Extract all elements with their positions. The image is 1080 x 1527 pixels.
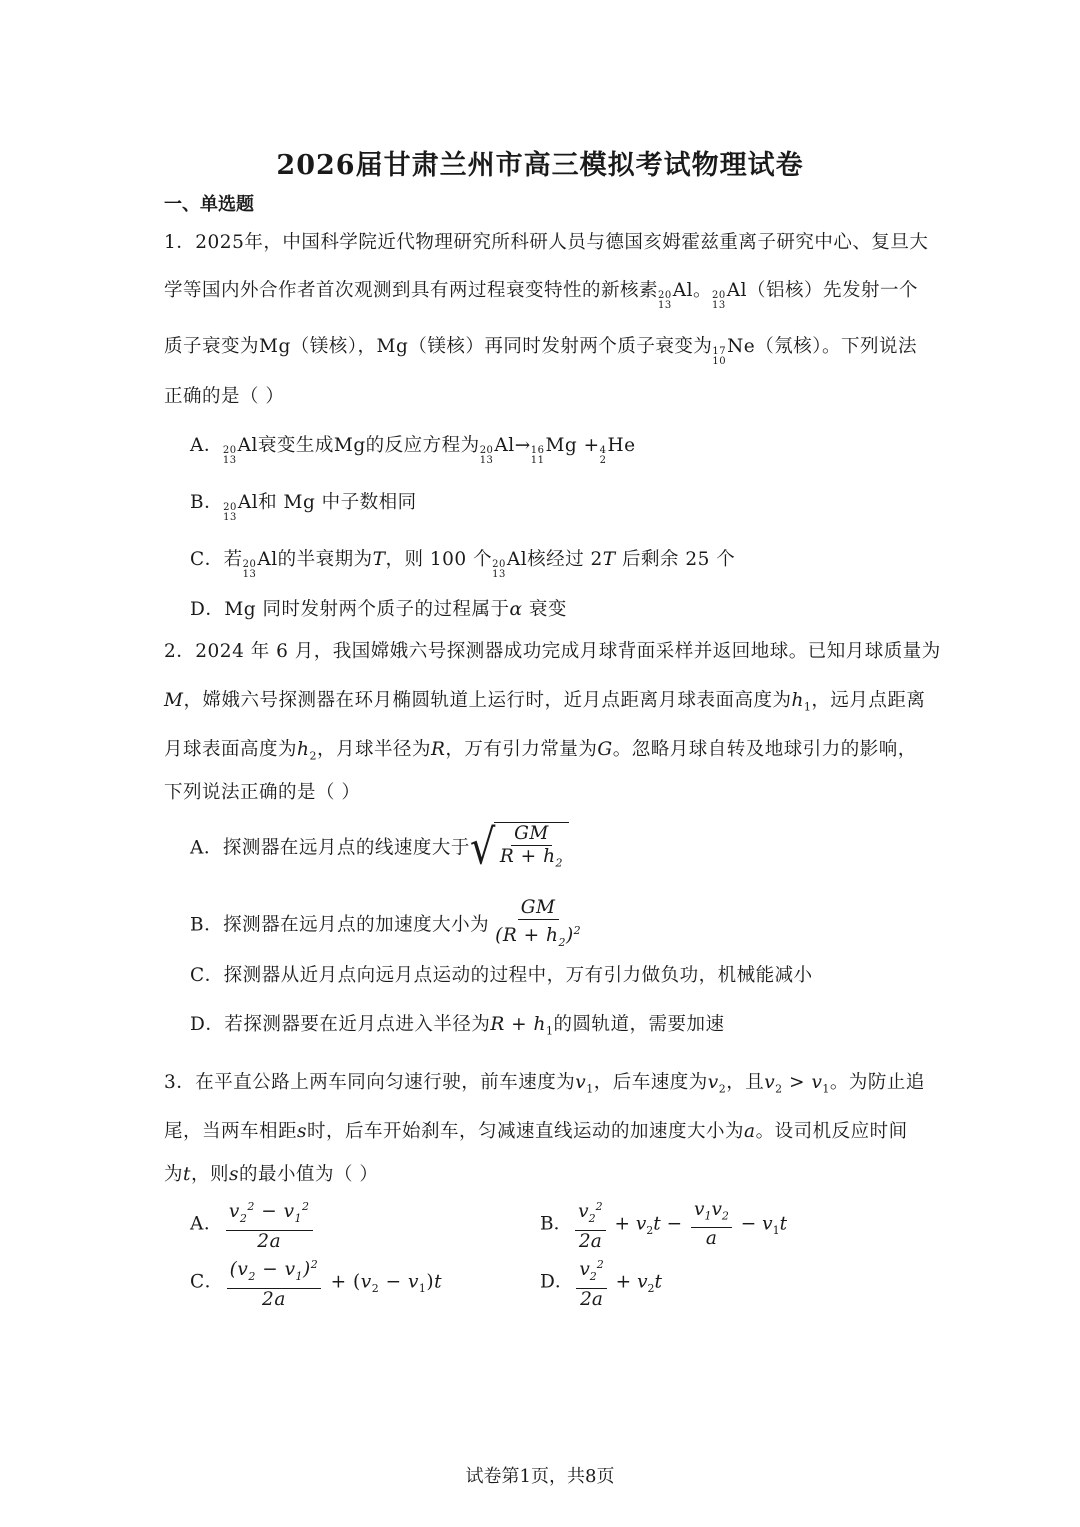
q1-line-2: 学等国内外合作者首次观测到具有两过程衰变特性的新核素 20 13 Al。 20 13 Al（铝核）先发射一个 xyxy=(164,280,919,311)
q3-line-3: 为t，则s的最小值为（ ） xyxy=(164,1164,379,1185)
q2-line-1: 2．2024 年 6 月，我国嫦娥六号探测器成功完成月球背面采样并返回地球。已知月球质量为 xyxy=(164,641,941,662)
q2-line-4: 下列说法正确的是（ ） xyxy=(164,782,361,803)
q1-option-a[interactable]: A． 20 13 Al衰变生成Mg的反应方程为 20 13 Al→ 16 11 Mg + 4 2 He xyxy=(190,435,636,466)
q1-line-4: 正确的是（ ） xyxy=(164,386,285,407)
q2-option-c[interactable]: C．探测器从近月点向远月点运动的过程中，万有引力做负功，机械能减小 xyxy=(190,965,813,986)
section-heading: 一、单选题 xyxy=(164,194,254,215)
q1-line-3: 质子衰变为Mg（镁核），Mg（镁核）再同时发射两个质子衰变为 17 10 Ne（氖核）。下列说法 xyxy=(164,336,917,367)
q1-option-d[interactable]: D．Mg 同时发射两个质子的过程属于α 衰变 xyxy=(190,599,567,620)
sqrt-expression: √ $\frac{GM}{R + h_2}$ xyxy=(470,822,569,875)
q3-line-2: 尾，当两车相距s时，后车开始刹车，匀减速直线运动的加速度大小为a。设司机反应时间 xyxy=(164,1121,908,1142)
q1-option-c[interactable]: C．若 20 13 Al的半衰期为T，则 100 个 20 13 Al核经过 2T 后剩余 25 个 xyxy=(190,549,736,580)
page-title: 2026届甘肃兰州市高三模拟考试物理试卷 xyxy=(276,150,804,181)
q3-line-1: 3．在平直公路上两车同向匀速行驶，前车速度为$v_1$，后车速度为$v_2$，且$v_2 > v_1$。为防止追 xyxy=(164,1072,925,1096)
q2-option-a[interactable]: A．探测器在远月点的线速度大于 √ $\frac{GM}{R + h_2}$ xyxy=(190,822,569,875)
nuclide-al: 20 13 xyxy=(658,290,672,311)
q3-option-c[interactable]: C． $\frac{(v_2 - v_1)^2}{2a}$ + $(v_2 - v_1)t$ xyxy=(190,1254,442,1311)
q2-line-2: M，嫦娥六号探测器在环月椭圆轨道上运行时，近月点距离月球表面高度为$h_1$，远月点距离 xyxy=(164,690,926,714)
q3-option-a[interactable]: A． $\frac{v_2^2 - v_1^2}{2a}$ xyxy=(190,1196,316,1253)
q3-option-b[interactable]: B． $\frac{v_2^2}{2a}$ + $v_2t$ − $\frac{v_1v_2}{a}$ − $v_1t$ xyxy=(540,1196,787,1253)
q2-option-b[interactable]: B．探测器在远月点的加速度大小为 $\frac{GM}{(R + h_2)^2}$ xyxy=(190,897,582,949)
q2-option-d[interactable]: D．若探测器要在近月点进入半径为$R + h_1$的圆轨道，需要加速 xyxy=(190,1014,725,1038)
q3-option-d[interactable]: D． $\frac{v_2^2}{2a}$ + $v_2t$ xyxy=(540,1254,662,1311)
q1-line-1: 1．2025年，中国科学院近代物理研究所科研人员与德国亥姆霍兹重离子研究中心、复旦大 xyxy=(164,232,929,253)
page-footer: 试卷第1页，共8页 xyxy=(465,1466,615,1487)
nuclide-ne: 17 10 xyxy=(712,346,727,367)
q1-option-b[interactable]: B． 20 13 Al和 Mg 中子数相同 xyxy=(190,492,417,523)
q2-line-3: 月球表面高度为$h_2$，月球半径为R，万有引力常量为G。忽略月球自转及地球引力的影响， xyxy=(164,739,917,763)
